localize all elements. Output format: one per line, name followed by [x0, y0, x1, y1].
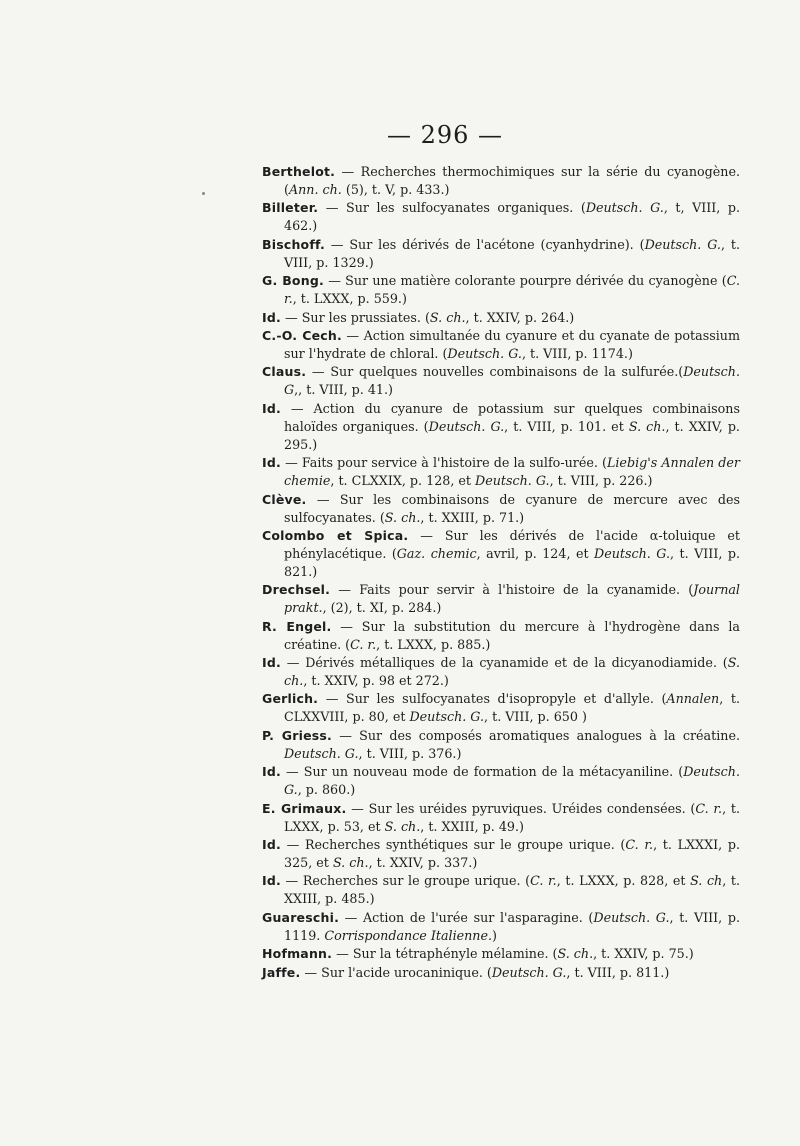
entry-author: Billeter. [262, 200, 319, 216]
entry-text: — Sur des composés aromatiques analogues à la créatine. Deutsch. G., t. VIII, p. 376.) [284, 727, 740, 761]
entry-text: — Sur les combinaisons de cyanure de mercure avec des sulfocyanates. (S. ch., t. XXIII, p. 71.) [284, 491, 740, 525]
bibliography-entry [262, 327, 740, 363]
bibliography-entry [262, 527, 740, 581]
entry-text: — Sur quelques nouvelles combinaisons de la sulfurée.(Deutsch. G,, t. VIII, p. 41.) [284, 364, 740, 398]
entry-text: — Recherches synthétiques sur le groupe urique. (C. r., t. LXXXI, p. 325, et S. ch., t. XXIV, p. 337.) [280, 837, 740, 871]
entry-text: — Sur la substitution du mercure à l'hydrogène dans la créatine. (C. r., t. LXXX, p. 885.) [284, 618, 740, 652]
entry-author: Id. [262, 400, 281, 416]
bibliography-entry [262, 309, 740, 327]
bibliography-entry [262, 872, 740, 908]
entry-author: Id. [262, 837, 281, 853]
entry-author: Drechsel. [262, 582, 331, 598]
entry-text: — Recherches sur le groupe urique. (C. r., t. LXXX, p. 828, et S. ch, t. XXIII, p. 485.) [280, 873, 740, 907]
entry-text: — Recherches thermochimiques sur la série du cyanogène. (Ann. ch. (5), t. V, p. 433.) [284, 164, 740, 197]
entry-author: Id. [262, 309, 281, 325]
bibliography-entry [262, 363, 740, 399]
margin-mark [202, 192, 205, 195]
page-number: — 296 — [386, 121, 504, 149]
entry-author: Bischoff. [262, 236, 325, 252]
entry-author: C.-O. Cech. [262, 327, 342, 343]
bibliography-entry [262, 163, 740, 199]
bibliography-entry [262, 727, 740, 763]
entry-text: — Sur les sulfocyanates organiques. (Deutsch. G., t, VIII, p. 462.) [284, 200, 740, 234]
entry-author: Gerlich. [262, 691, 319, 707]
bibliography-entry [262, 454, 740, 490]
entry-author: Claus. [262, 364, 307, 380]
entry-text: — Faits pour service à l'histoire de la sulfo-urée. (Liebig's Annalen der chemie, t. CLXXIX, p. 128, et Deutsch. G., t. VIII, p. 226.) [280, 455, 740, 489]
entry-text: — Sur la tétraphényle mélamine. (S. ch., t. XXIV, p. 75.) [332, 946, 694, 962]
bibliography-entry [262, 945, 740, 963]
entry-author: Guareschi. [262, 909, 340, 925]
entry-text: — Sur les prussiates. (S. ch., t. XXIV, p. 264.) [280, 309, 575, 325]
entry-text: — Sur les dérivés de l'acide α-toluique et phénylacétique. (Gaz. chemic, avril, p. 124, et Deutsch. G., t. VIII, p. 821.) [284, 527, 740, 579]
entry-text: — Action du cyanure de potassium sur quelques combinaisons haloïdes organiques. (Deutsch. G., t. VIII, p. 101. et S. ch., t. XXIV, p. 295.) [280, 400, 740, 452]
entry-text: — Sur les uréides pyruviques. Uréides condensées. (C. r., t. LXXX, p. 53, et S. ch., t. XXIII, p. 49.) [284, 800, 741, 834]
entry-author: Berthelot. [262, 164, 336, 179]
entry-text: — Sur les dérivés de l'acétone (cyanhydrine). (Deutsch. G., t. VIII, p. 1329.) [284, 236, 740, 270]
entry-author: Id. [262, 764, 281, 780]
entry-author: Id. [262, 655, 281, 671]
bibliography-entry [262, 199, 740, 235]
entry-author: Hofmann. [262, 946, 333, 962]
entry-author: Colombo et Spica. [262, 527, 409, 543]
bibliography-entry [262, 654, 740, 690]
bibliography-entry [262, 763, 740, 799]
bibliography-entry [262, 272, 740, 308]
bibliography-entry [262, 618, 740, 654]
entry-text: — Action de l'urée sur l'asparagine. (Deutsch. G., t. VIII, p. 1119. Corrispondance Italienne.) [284, 909, 741, 943]
bibliography-entry [262, 400, 740, 454]
bibliography-entry [262, 800, 740, 836]
bibliography-entry [262, 909, 740, 945]
bibliography-entry [262, 836, 740, 872]
entry-text: — Faits pour servir à l'histoire de la cyanamide. (Journal prakt., (2), t. XI, p. 284.) [284, 582, 740, 616]
bibliography-entry [262, 690, 740, 726]
bibliography-entry [262, 964, 740, 982]
entry-author: G. Bong. [262, 273, 324, 289]
bibliography-entry [262, 581, 740, 617]
entry-author: R. Engel. [262, 618, 332, 634]
entry-author: Id. [262, 455, 281, 471]
bibliography-entry [262, 236, 740, 272]
entry-text: — Dérivés métalliques de la cyanamide et de la dicyanodiamide. (S. ch., t. XXIV, p. 98 et 272.) [280, 655, 740, 689]
entry-author: E. Grimaux. [262, 800, 347, 816]
entry-author: Id. [262, 873, 281, 889]
entry-author: Jaffe. [262, 964, 301, 980]
entry-text: — Sur les sulfocyanates d'isopropyle et d'allyle. (Annalen, t. CLXXVIII, p. 80, et Deutsch. G., t. VIII, p. 650 ) [284, 691, 740, 725]
entry-text: — Sur une matière colorante pourpre dérivée du cyanogène (C. r., t. LXXX, p. 559.) [284, 273, 740, 307]
entry-text: — Action simultanée du cyanure et du cyanate de potassium sur l'hydrate de chloral. (Deutsch. G., t. VIII, p. 1174.) [284, 327, 740, 361]
bibliography-list [262, 163, 740, 982]
entry-text: — Sur l'acide urocaninique. (Deutsch. G., t. VIII, p. 811.) [300, 964, 670, 980]
entry-author: P. Griess. [262, 727, 332, 743]
entry-author: Clève. [262, 491, 307, 507]
entry-text: — Sur un nouveau mode de formation de la métacyaniline. (Deutsch. G., p. 860.) [280, 764, 740, 798]
bibliography-entry [262, 491, 740, 527]
